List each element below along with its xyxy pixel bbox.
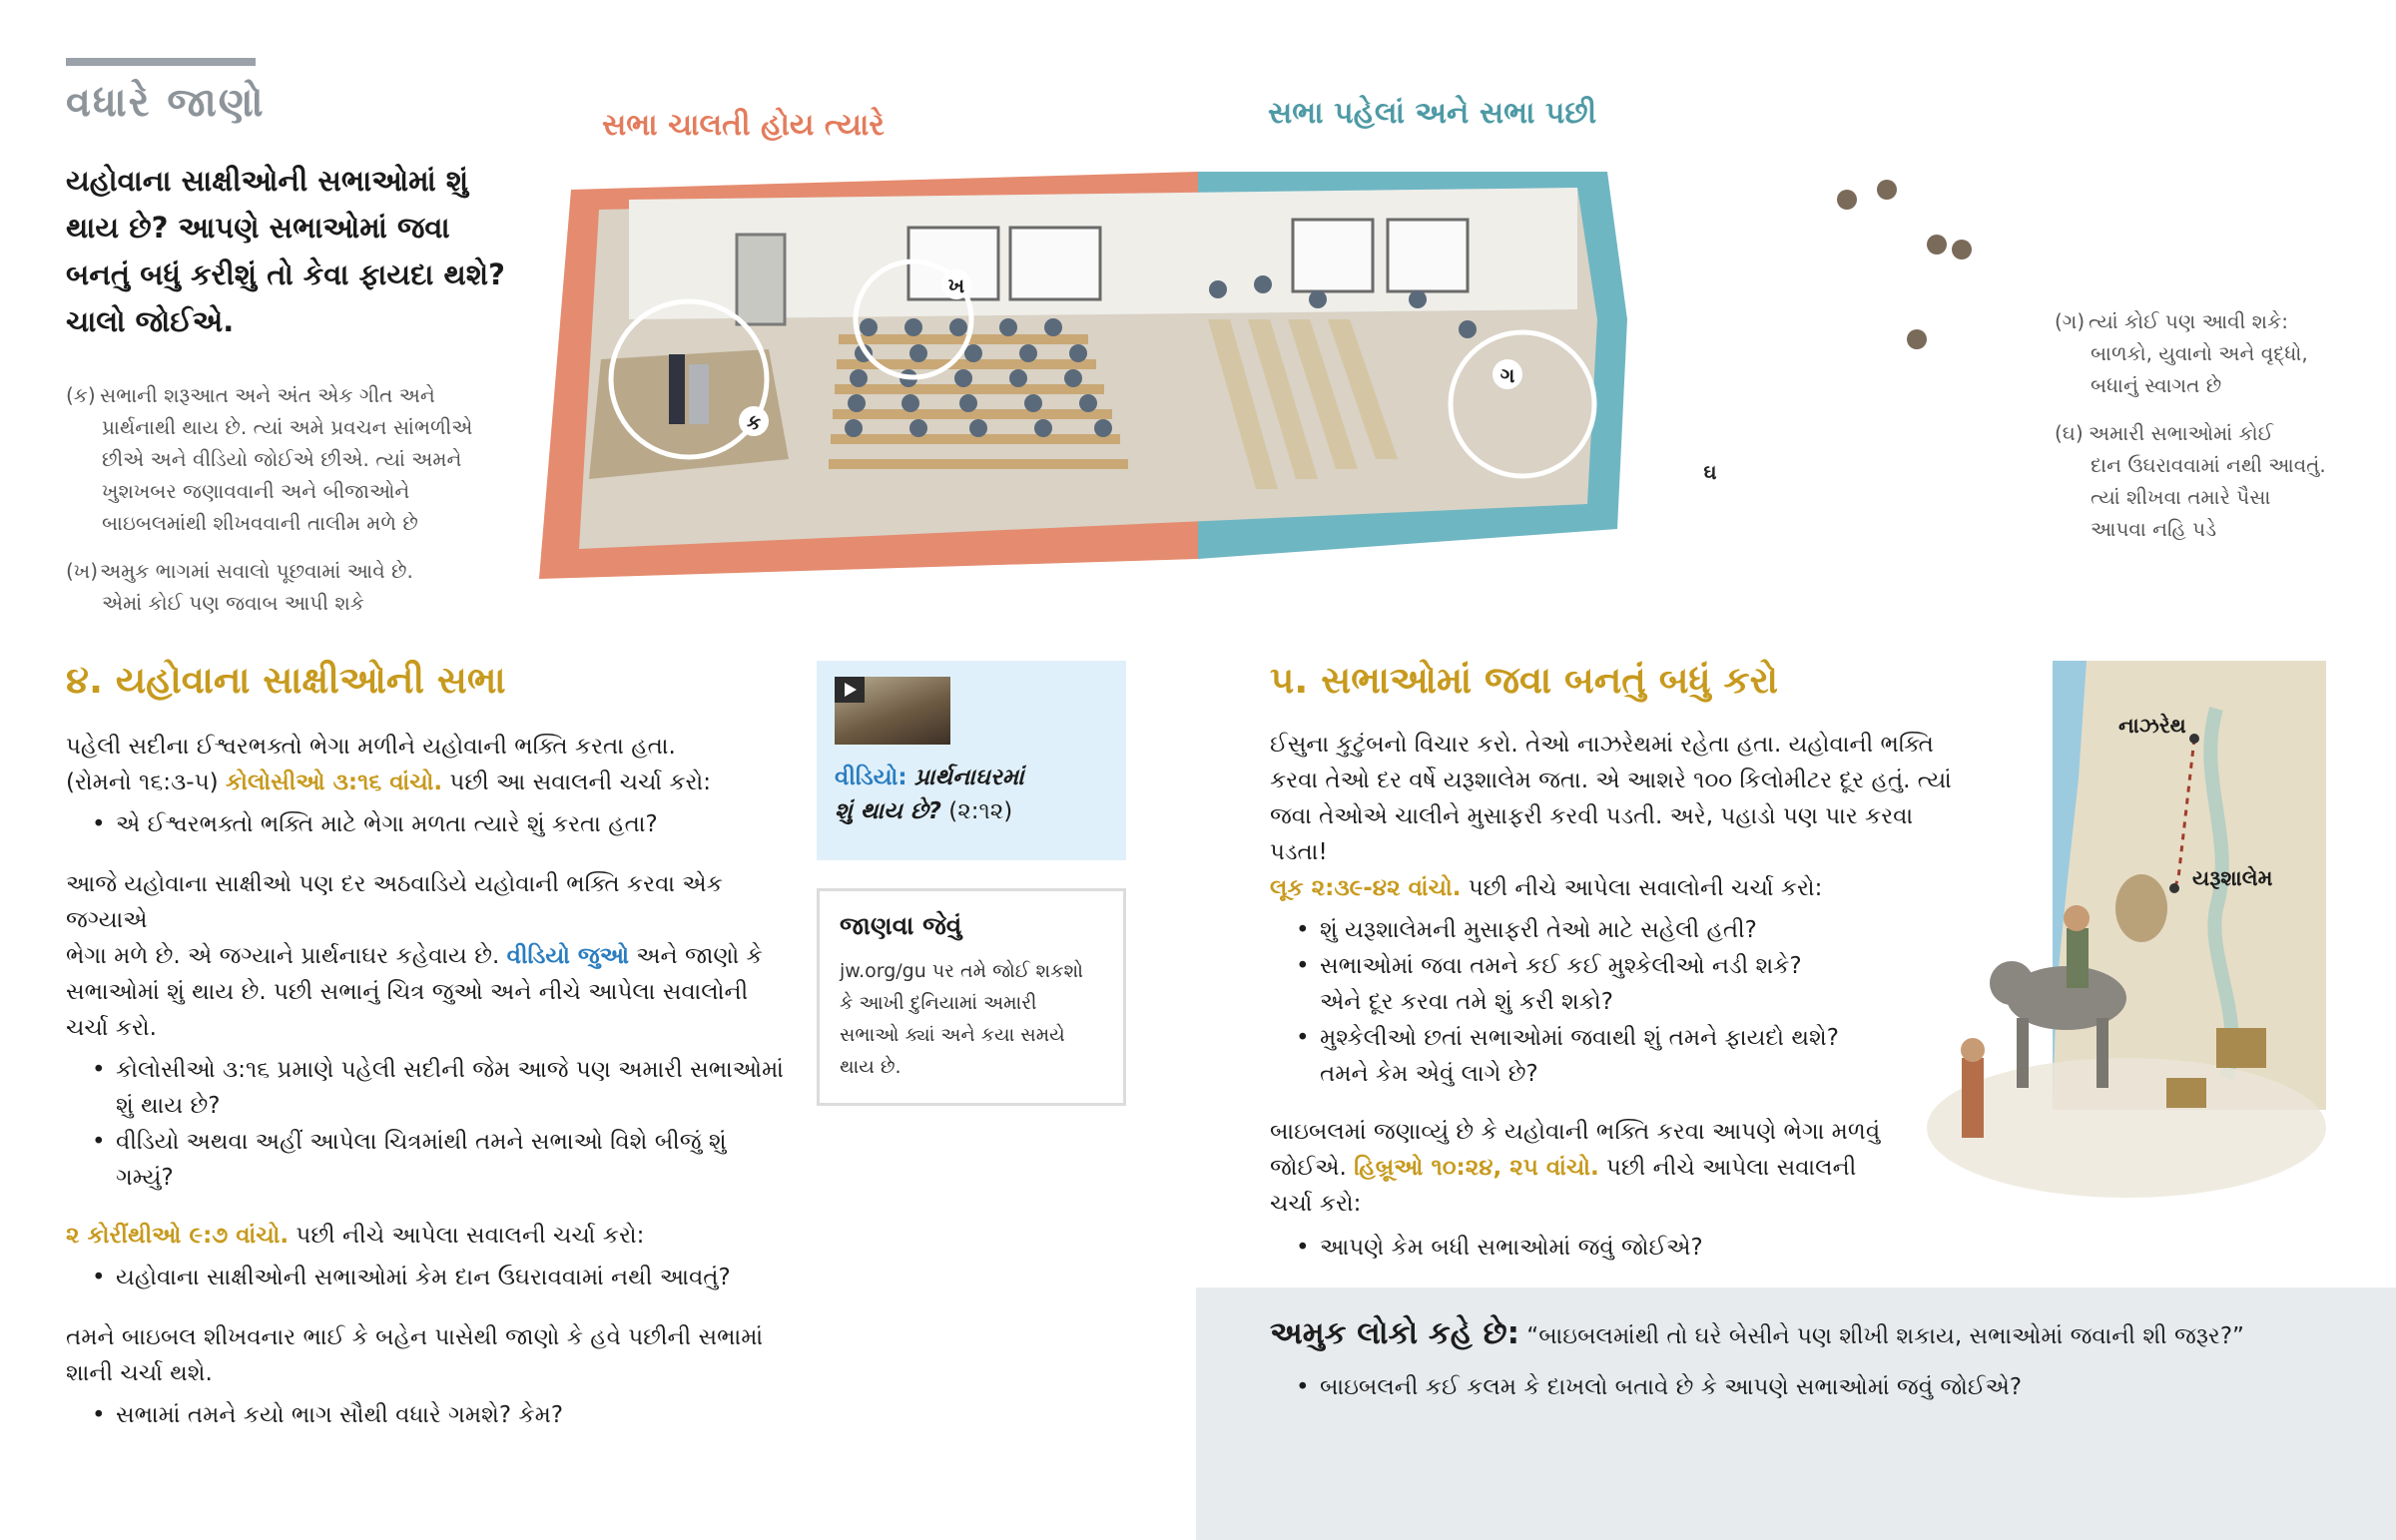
rider [2067,928,2089,988]
video-duration: (૨:૧૨) [948,798,1013,824]
some-say-quote: “બાઇબલમાંથી તો ઘરે બેસીને પણ શીખી શકાય, સભાઓમાં જવાની શી જરૂર?” [1526,1323,2244,1349]
window [1293,220,1373,291]
video-thumbnail[interactable] [835,677,950,745]
land [2053,661,2326,1110]
ground [1927,1058,2326,1198]
nazareth-dot [2189,734,2199,744]
question-item: • શું યરૂશાલેમની મુસાફરી તેઓ માટે સહેલી હતી? [1270,912,1969,948]
label-jerusalem: યરૂશાલેમ [2192,866,2273,890]
know-box [817,888,1126,1106]
journey-map-illustration [1917,659,2336,1238]
caption-kha: (ખ)અમુક ભાગમાં સવાલો પૂછવામાં આવે છે. એમાં કોઈ પણ જવાબ આપી શકે [66,555,485,619]
scripture-ref[interactable]: હિબ્રૂઓ ૧૦:૨૪, ૨૫ વાંચો. [1354,1155,1599,1181]
question-item: • બાઇબલની કઈ કલમ કે દાખલો બતાવે છે કે આપણે સભાઓમાં જવું જોઈએ? [1270,1369,2268,1405]
top-rule [66,58,256,66]
speaker [669,354,685,424]
question-item: • સભામાં તમને કયો ભાગ સૌથી વધારે ગમશે? કેમ? [66,1397,785,1433]
watch-video-link[interactable]: વીડિયો જુઓ [506,943,629,969]
sack [2115,874,2167,942]
question-item: • એ ઈશ્વરભક્તો ભક્તિ માટે ભેગા મળતા ત્યારે શું કરતા હતા? [66,806,785,842]
kingdom-hall-illustration [519,160,1987,609]
window [1388,220,1468,291]
intro-text: યહોવાના સાક્ષીઓની સભાઓમાં શું થાય છે? આપણે સભાઓમાં જવા બનતું બધું કરીશું તો કેવા ફાયદા થશે? ચાલો જોઈએ. [66,164,505,338]
question-item: • વીડિયો અથવા અહીં આપેલા ચિત્રમાંથી તમને સભાઓ વિશે બીજું શું ગમ્યું? [66,1124,785,1196]
video-box[interactable] [817,661,1126,860]
section-4-title: ૪. યહોવાના સાક્ષીઓની સભા [66,659,506,702]
section-5-body: ઈસુના કુટુંબનો વિચાર કરો. તેઓ નાઝરેથમાં રહેતા હતા. યહોવાની ભક્તિ કરવા તેઓ દર વર્ષે યરૂશાલેમ જતા. એ આશરે ૧૦૦ કિલોમીટર દૂર હતું. ત્યાં જવા તેઓએ ચાલીને મુસાફરી કરવી પડતી. અરે, પહાડો પણ પાર કરવા પડતા! લૂક ૨:૩૯-૪૨ વાંચો. પછી નીચે આપેલા સવાલોની ચર્ચા કરો: • શું યરૂશાલેમની મુસાફરી તેઓ માટે સહેલી હતી? • સભાઓમાં જવા તમને કઈ કઈ મુશ્કેલીઓ નડી શકે? એને દૂર કરવા તમે શું કરી શકો? • મુશ્કેલીઓ છતાં સભાઓમાં જવાથી શું તમને ફાયદો થશે? તમને કેમ એવું લાગે છે? બાઇબલમાં જણાવ્યું છે કે યહોવાની ભક્તિ કરવા આપણે ભેગા મળવું જોઈએ. હિબ્રૂઓ ૧૦:૨૪, ૨૫ વાંચો. પછી નીચે આપેલા સવાલની ચર્ચા કરો: • આપણે કેમ બધી સભાઓમાં જવું જોઈએ? [1270,727,1969,1266]
door [737,235,785,324]
caption-label: (ક) [66,383,96,407]
scripture-ref[interactable]: ૨ કોરીંથીઓ ૯:૭ વાંચો. [66,1223,290,1249]
know-box-title: જાણવા જેવું [840,911,962,940]
know-box-text: jw.org/gu પર તમે જોઈ શકશો કે આખી દુનિયામાં અમારી સભાઓ ક્યાં અને કયા સમયે થાય છે. [840,960,1083,1078]
question-item: • આપણે કેમ બધી સભાઓમાં જવું જોઈએ? [1270,1230,1969,1266]
marker-ka: ક [746,410,762,434]
lectern [689,364,709,424]
caption-gha: (ઘ) અમારી સભાઓમાં કોઈ દાન ઉઘરાવવામાં નથી આવતું. ત્યાં શીખવા તમારે પૈસા આપવા નહિ પડે [2055,417,2384,545]
bag [2166,1078,2206,1108]
window [1010,228,1100,299]
play-icon[interactable] [835,677,865,703]
section-4-body: પહેલી સદીના ઈશ્વરભક્તો ભેગા મળીને યહોવાની ભક્તિ કરતા હતા. (રોમનો ૧૬:૩-૫) કોલોસીઓ ૩:૧૬ વાંચો. પછી આ સવાલની ચર્ચા કરો: • એ ઈશ્વરભક્તો ભક્તિ માટે ભેગા મળતા ત્યારે શું કરતા હતા? આજે યહોવાના સાક્ષીઓ પણ દર અઠવાડિયે યહોવાની ભક્તિ કરવા એક જગ્યાએ ભેગા મળે છે. એ જગ્યાને પ્રાર્થનાઘર કહેવાય છે. વીડિયો જુઓ અને જાણો કે સભાઓમાં શું થાય છે. પછી સભાનું ચિત્ર જુઓ અને નીચે આપેલા સવાલોની ચર્ચા કરો. • કોલોસીઓ ૩:૧૬ પ્રમાણે પહેલી સદીની જેમ આજે પણ અમારી સભાઓમાં શું થાય છે? • વીડિયો અથવા અહીં આપેલા ચિત્રમાંથી તમને સભાઓ વિશે બીજું શું ગમ્યું? ૨ કોરીંથીઓ ૯:૭ વાંચો. પછી નીચે આપેલા સવાલની ચર્ચા કરો: • યહોવાના સાક્ષીઓની સભાઓમાં કેમ દાન ઉઘરાવવામાં નથી આવતું? તમને બાઇબલ શીખવનાર ભાઈ કે બહેન પાસેથી જાણો કે હવે પછીની સભામાં શાની ચર્ચા થશે. • સભામાં તમને કયો ભાગ સૌથી વધારે ગમશે? કેમ? [66,729,785,1433]
question-item: • કોલોસીઓ ૩:૧૬ પ્રમાણે પહેલી સદીની જેમ આજે પણ અમારી સભાઓમાં [66,1052,785,1088]
caption-ka: (ક) સભાની શરૂઆત અને અંત એક ગીત અને પ્રાર્થનાથી થાય છે. ત્યાં અમે પ્રવચન સાંભળીએ છીએ અને વીડિયો જોઈએ છીએ. ત્યાં અમને ખુશખબર જણાવવાની અને બીજાઓને બાઇબલમાંથી શીખવવાની તાલીમ મળે છે [66,379,485,539]
caption-label: (ગ) [2055,309,2086,333]
marker-kha: ખ [947,273,965,297]
some-say-label: અમુક લોકો કહે છે: [1270,1315,1519,1351]
jerusalem-dot [2169,883,2179,893]
marker-gha: ઘ [1703,460,1717,484]
hall-heading-before-after: સભા પહેલાં અને સભા પછી [1268,96,1597,131]
learn-more-title: વધારે જાણો [66,80,266,126]
question-item: • યહોવાના સાક્ષીઓની સભાઓમાં કેમ દાન ઉઘરાવવામાં નથી આવતું? [66,1260,785,1295]
caption-label: (ખ) [66,559,99,583]
video-label: વીડિયો: [835,765,907,790]
caption-ga: (ગ) ત્યાં કોઈ પણ આવી શકે: બાળકો, યુવાનો અને વૃદ્ધો, બધાનું સ્વાગત છે [2055,305,2384,401]
caption-label: (ઘ) [2055,421,2084,445]
question-item: • મુશ્કેલીઓ છતાં સભાઓમાં જવાથી શું તમને ફાયદો થશે? [1270,1020,1969,1056]
visitors [1837,180,1972,349]
donkey-head [1990,961,2034,1005]
hall-heading-during: સભા ચાલતી હોય ત્યારે [602,108,885,143]
video-caption: વીડિયો: પ્રાર્થનાઘરમાં શું થાય છે? (૨:૧૨) [835,765,1024,824]
child [1962,1058,1984,1138]
section-5-title: ૫. સભાઓમાં જવા બનતું બધું કરો [1270,659,1778,702]
some-people-say-box [1196,1287,2396,1540]
scripture-ref[interactable]: કોલોસીઓ ૩:૧૬ વાંચો. [225,770,443,795]
question-item: • સભાઓમાં જવા તમને કઈ કઈ મુશ્કેલીઓ નડી શકે? [1270,948,1969,984]
basket [2216,1028,2266,1068]
marker-ga: ગ [1499,363,1515,387]
scripture-ref[interactable]: લૂક ૨:૩૯-૪૨ વાંચો. [1270,875,1462,901]
label-nazareth: નાઝરેથ [2118,714,2186,738]
